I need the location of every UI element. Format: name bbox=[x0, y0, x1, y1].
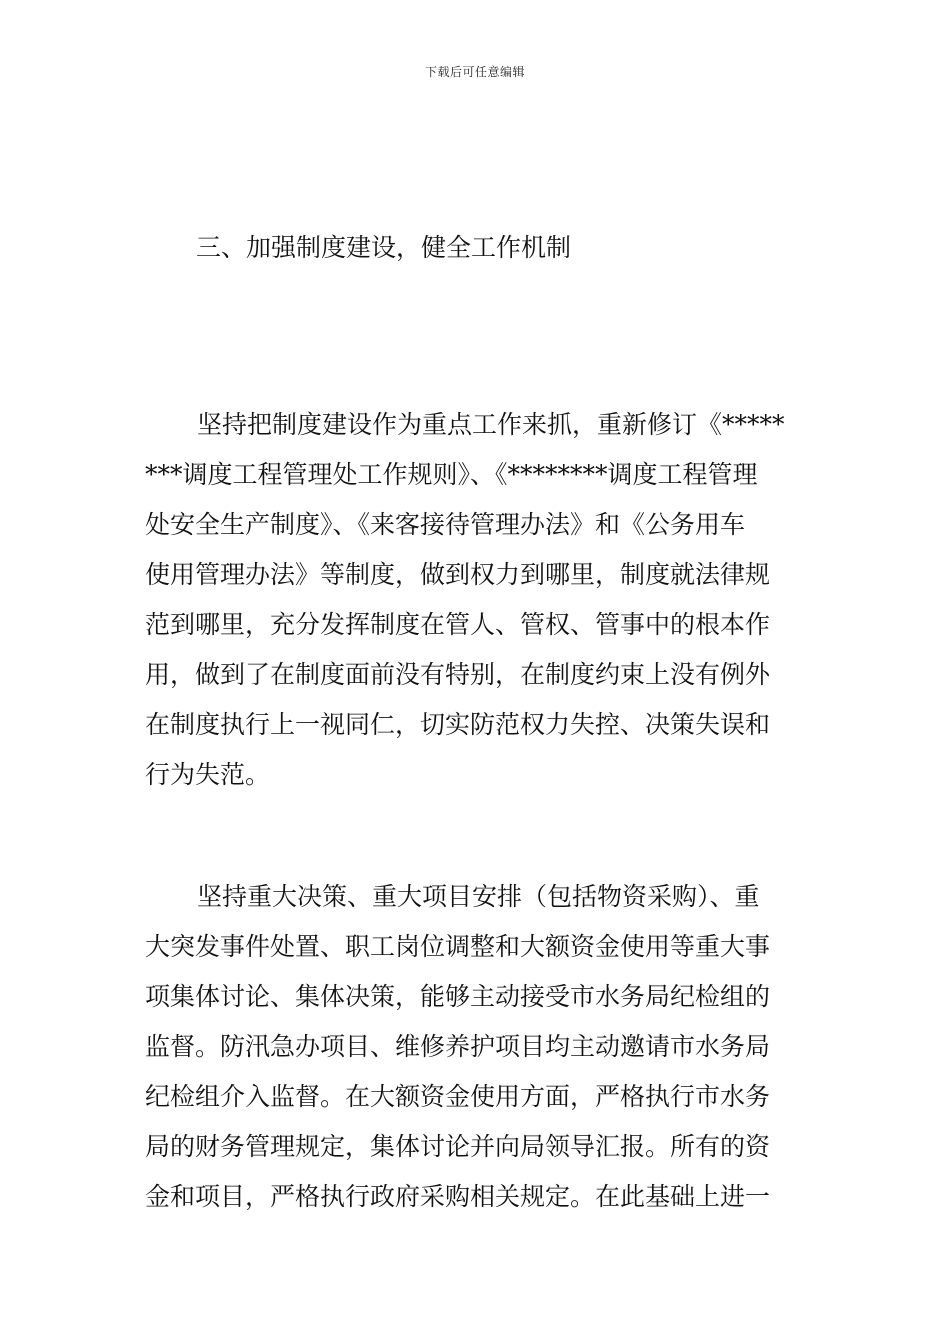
paragraph-line: 行为失范。 bbox=[145, 760, 271, 789]
paragraph-line: 用，做到了在制度面前没有特别，在制度约束上没有例外 bbox=[145, 660, 771, 689]
paragraph-line: 金和项目，严格执行政府采购相关规定。在此基础上进一 bbox=[145, 1182, 771, 1211]
paragraph bbox=[145, 400, 810, 800]
paragraph-line: 项集体讨论、集体决策，能够主动接受市水务局纪检组的 bbox=[145, 982, 771, 1011]
page-header-note: 下载后可任意编辑 bbox=[424, 65, 525, 79]
paragraph-line: 大突发事件处置、职工岗位调整和大额资金使用等重大事 bbox=[145, 932, 771, 961]
paragraph-line: ***调度工程管理处工作规则》、《********调度工程管理 bbox=[145, 460, 758, 489]
paragraph-line: 坚持把制度建设作为重点工作来抓，重新修订《***** bbox=[197, 410, 785, 439]
paragraph-line: 范到哪里，充分发挥制度在管人、管权、管事中的根本作 bbox=[145, 610, 771, 639]
paragraph-line: 纪检组介入监督。在大额资金使用方面，严格执行市水务 bbox=[145, 1082, 771, 1111]
paragraph-line: 使用管理办法》等制度，做到权力到哪里，制度就法律规 bbox=[145, 560, 771, 589]
paragraph-line: 在制度执行上一视同仁，切实防范权力失控、决策失误和 bbox=[145, 710, 771, 739]
paragraph-line: 坚持重大决策、重大项目安排（包括物资采购）、重 bbox=[197, 882, 760, 911]
paragraph bbox=[145, 872, 810, 1222]
paragraph-line: 监督。防汛急办项目、维修养护项目均主动邀请市水务局 bbox=[145, 1032, 771, 1061]
paragraph-line: 局的财务管理规定，集体讨论并向局领导汇报。所有的资 bbox=[145, 1132, 771, 1161]
section-heading: 三、加强制度建设，健全工作机制 bbox=[196, 233, 572, 262]
paragraph-line: 处安全生产制度》、《来客接待管理办法》和《公务用车 bbox=[145, 510, 746, 539]
